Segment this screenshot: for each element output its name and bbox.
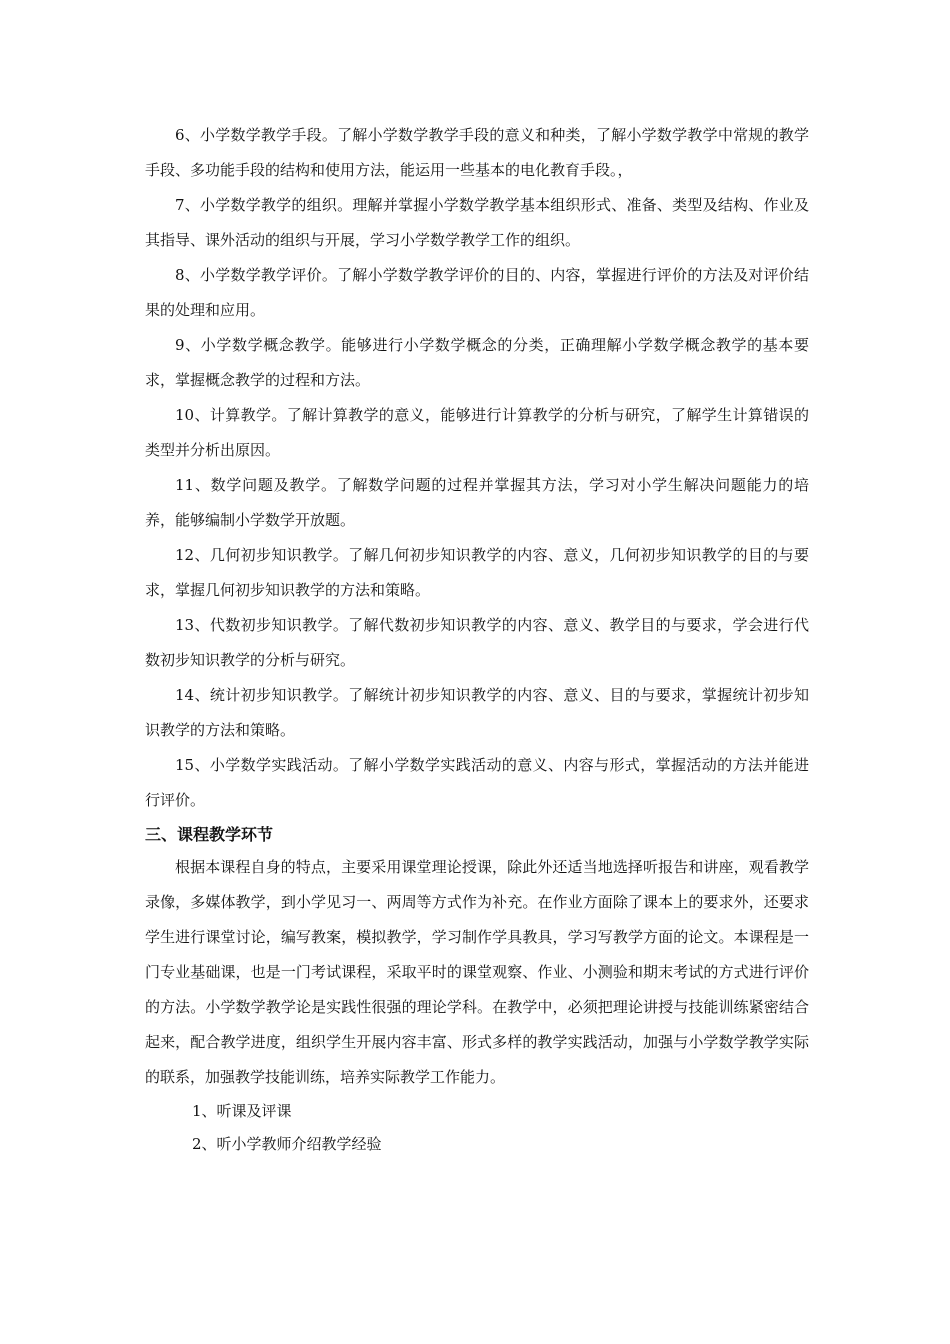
content-item-10: 10、计算教学。了解计算教学的意义，能够进行计算教学的分析与研究，了解学生计算错误的类型并分析出原因。: [145, 406, 809, 459]
content-item-7: 7、小学数学教学的组织。理解并掌握小学数学教学基本组织形式、准备、类型及结构、作业及其指导、课外活动的组织与开展，学习小学数学教学工作的组织。: [145, 196, 809, 249]
content-item-13: 13、代数初步知识教学。了解代数初步知识教学的内容、意义、教学目的与要求，学会进行代数初步知识教学的分析与研究。: [145, 616, 809, 669]
content-item-11: 11、数学问题及教学。了解数学问题的过程并掌握其方法，学习对小学生解决问题能力的培养，能够编制小学数学开放题。: [145, 476, 809, 529]
section-paragraph: 根据本课程自身的特点，主要采用课堂理论授课，除此外还适当地选择听报告和讲座，观看教学录像，多媒体教学，到小学见习一、两周等方式作为补充。在作业方面除了课本上的要求外，还要求学生进行课堂讨论，编写教案，模拟教学，学习制作学具教具，学习写教学方面的论文。本课程是一门专业基础课，也是一门考试课程，采取平时的课堂观察、作业、小测验和期末考试的方式进行评价的方法。小学数学教学论是实践性很强的理论学科。在教学中，必须把理论讲授与技能训练紧密结合起来，配合教学进度，组织学生开展内容丰富、形式多样的教学实践活动，加强与小学数学教学实际的联系，加强教学技能训练，培养实际教学工作能力。: [145, 858, 809, 1086]
list-item-1: 1、听课及评课: [192, 1102, 292, 1120]
content-item-8: 8、小学数学教学评价。了解小学数学教学评价的目的、内容，掌握进行评价的方法及对评价结果的处理和应用。: [145, 266, 809, 319]
content-item-12: 12、几何初步知识教学。了解几何初步知识教学的内容、意义，几何初步知识教学的目的与要求，掌握几何初步知识教学的方法和策略。: [145, 546, 809, 599]
content-item-6: 6、小学数学教学手段。了解小学数学教学手段的意义和种类，了解小学数学教学中常规的教学手段、多功能手段的结构和使用方法，能运用一些基本的电化教育手段。，: [145, 126, 809, 179]
content-item-9: 9、小学数学概念教学。能够进行小学数学概念的分类，正确理解小学数学概念教学的基本要求，掌握概念教学的过程和方法。: [145, 336, 809, 389]
content-item-14: 14、统计初步知识教学。了解统计初步知识教学的内容、意义、目的与要求，掌握统计初步知识教学的方法和策略。: [145, 686, 809, 739]
section-heading: 三、课程教学环节: [145, 825, 274, 844]
list-item-2: 2、听小学教师介绍教学经验: [192, 1135, 382, 1153]
document-body: [145, 118, 809, 1161]
content-item-15: 15、小学数学实践活动。了解小学数学实践活动的意义、内容与形式，掌握活动的方法并能进行评价。: [145, 756, 809, 809]
